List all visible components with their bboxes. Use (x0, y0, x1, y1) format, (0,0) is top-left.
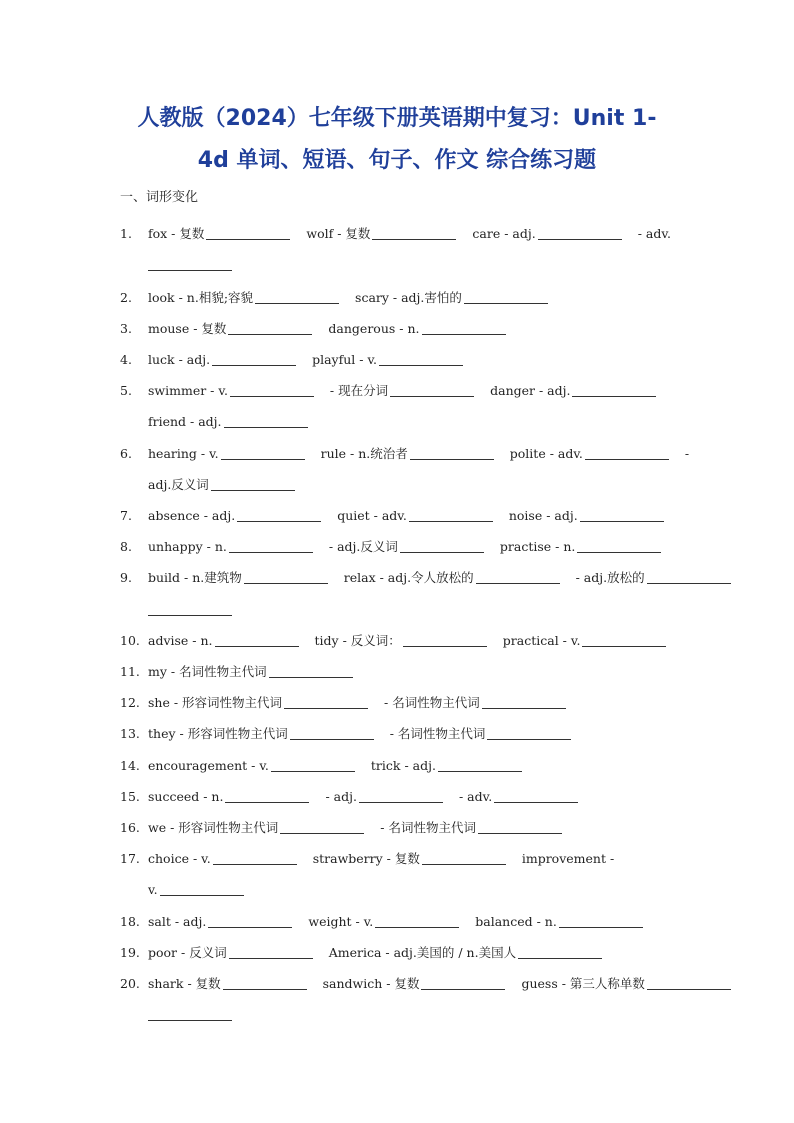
prompt-text: rule - n.统治者 (320, 446, 408, 461)
answer-blank[interactable] (160, 882, 244, 896)
answer-blank[interactable] (148, 257, 232, 271)
answer-blank[interactable] (559, 914, 643, 928)
item-number: 12. (120, 695, 140, 710)
item-prompt (323, 975, 508, 993)
prompt-text: v. (148, 882, 158, 897)
prompt-text: luck - adj. (148, 352, 211, 367)
answer-blank[interactable] (229, 945, 313, 959)
answer-blank[interactable] (208, 914, 292, 928)
item-prompt (312, 351, 465, 369)
answer-blank[interactable] (390, 383, 474, 397)
answer-blank[interactable] (379, 352, 463, 366)
answer-blank[interactable] (582, 633, 666, 647)
item-body (148, 632, 676, 650)
prompt-text: tidy - 反义词： (314, 633, 401, 648)
answer-blank[interactable] (284, 695, 368, 709)
item-prompt (148, 351, 298, 369)
item-prompt (325, 788, 445, 806)
prompt-text: dangerous - n. (328, 321, 420, 336)
item-prompt (148, 663, 355, 681)
page-title-line-2: 4d 单词、短语、句子、作文 综合练习题 (197, 148, 597, 173)
item-body (148, 850, 676, 868)
prompt-text: advise - n. (148, 633, 213, 648)
prompt-text: she - 形容词性物主代词 (148, 695, 283, 710)
item-body (148, 445, 690, 463)
answer-blank[interactable] (403, 633, 487, 647)
item-body (148, 944, 676, 962)
item-prompt (306, 225, 458, 243)
item-prompt (148, 320, 314, 338)
answer-blank[interactable] (476, 570, 560, 584)
answer-blank[interactable] (422, 321, 506, 335)
answer-blank[interactable] (211, 477, 295, 491)
prompt-text: polite - adv. (509, 446, 583, 461)
item-prompt (148, 632, 301, 650)
item-prompt (148, 694, 370, 712)
item-prompt (308, 913, 461, 931)
item-prompt (330, 382, 476, 400)
item-number: 10. (120, 633, 140, 648)
item-body (148, 819, 676, 837)
item-prompt (148, 975, 309, 993)
page-title-line-1: 人教版（2024）七年级下册英语期中复习：Unit 1- (137, 106, 657, 131)
answer-blank[interactable] (215, 633, 299, 647)
prompt-text: scary - adj.害怕的 (355, 290, 462, 305)
answer-blank[interactable] (237, 508, 321, 522)
item-prompt (475, 913, 645, 931)
prompt-text: practise - n. (499, 539, 576, 554)
item-prompt (390, 725, 574, 743)
prompt-text: build - n.建筑物 (148, 570, 242, 585)
item-prompt (148, 850, 299, 868)
item-body (148, 913, 676, 931)
item-prompt (148, 445, 307, 463)
prompt-text: poor - 反义词 (148, 945, 227, 960)
item-number: 20. (120, 976, 140, 991)
prompt-text: - adv. (637, 226, 671, 241)
item-body (148, 788, 676, 806)
item-body (148, 382, 676, 400)
prompt-text: mouse - 复数 (148, 321, 227, 336)
prompt-text: we - 形容词性物主代词 (148, 820, 279, 835)
answer-blank[interactable] (518, 945, 602, 959)
answer-blank[interactable] (224, 414, 308, 428)
item-prompt (638, 225, 671, 243)
item-prompt (329, 538, 486, 556)
answer-blank[interactable] (230, 383, 314, 397)
item-number: 19. (120, 945, 140, 960)
answer-blank[interactable] (269, 664, 353, 678)
prompt-text: strawberry - 复数 (312, 851, 420, 866)
prompt-text: - adj. (325, 789, 357, 804)
prompt-text: sandwich - 复数 (322, 976, 420, 991)
prompt-text: quiet - adv. (337, 508, 407, 523)
item-prompt (510, 445, 671, 463)
prompt-text: succeed - n. (148, 789, 224, 804)
item-prompt (148, 944, 315, 962)
item-number: 9. (120, 570, 132, 585)
answer-blank[interactable] (223, 976, 307, 990)
item-body (148, 320, 676, 338)
item-prompt (148, 757, 357, 775)
answer-blank[interactable] (221, 446, 305, 460)
prompt-text: - adj.放松的 (575, 570, 645, 585)
item-number: 6. (120, 446, 132, 461)
item-body (148, 225, 676, 243)
item-number: 1. (120, 226, 132, 241)
item-continuation (148, 413, 310, 431)
answer-blank[interactable] (372, 226, 456, 240)
item-prompt (576, 569, 733, 587)
item-prompt (371, 757, 524, 775)
answer-blank[interactable] (647, 570, 731, 584)
answer-blank[interactable] (280, 820, 364, 834)
item-body (148, 663, 676, 681)
prompt-text: balanced - n. (475, 914, 557, 929)
item-prompt (148, 538, 315, 556)
item-continuation (148, 256, 234, 274)
item-prompt (500, 538, 663, 556)
answer-blank[interactable] (464, 290, 548, 304)
answer-blank[interactable] (271, 758, 355, 772)
answer-blank[interactable] (482, 695, 566, 709)
item-prompt (472, 225, 623, 243)
item-number: 14. (120, 758, 140, 773)
answer-blank[interactable] (410, 446, 494, 460)
prompt-text: swimmer - v. (148, 383, 228, 398)
item-continuation (148, 1006, 234, 1024)
prompt-text: shark - 复数 (148, 976, 221, 991)
item-body (148, 725, 676, 743)
prompt-text: trick - adj. (370, 758, 436, 773)
item-prompt (328, 320, 507, 338)
answer-blank[interactable] (213, 851, 297, 865)
answer-blank[interactable] (229, 539, 313, 553)
item-number: 2. (120, 290, 132, 305)
prompt-text: - 名词性物主代词 (384, 695, 480, 710)
item-prompt (148, 507, 323, 525)
prompt-text: absence - adj. (148, 508, 236, 523)
item-body (148, 757, 676, 775)
answer-blank[interactable] (577, 539, 661, 553)
prompt-text: look - n.相貌;容貌 (148, 290, 254, 305)
answer-blank[interactable] (409, 508, 493, 522)
item-prompt (490, 382, 658, 400)
prompt-text: - adv. (458, 789, 493, 804)
item-number: 4. (120, 352, 132, 367)
answer-blank[interactable] (255, 290, 339, 304)
prompt-text: hearing - v. (148, 446, 219, 461)
item-prompt (321, 445, 496, 463)
answer-blank[interactable] (580, 508, 664, 522)
prompt-text: care - adj. (472, 226, 536, 241)
item-prompt (313, 850, 508, 868)
item-number: 11. (120, 664, 140, 679)
prompt-text: guess - 第三人称单数 (521, 976, 645, 991)
prompt-text: choice - v. (148, 851, 211, 866)
item-prompt (685, 445, 689, 463)
item-number: 16. (120, 820, 140, 835)
item-prompt (148, 913, 294, 931)
item-continuation (148, 601, 234, 619)
answer-blank[interactable] (148, 1007, 232, 1021)
answer-blank[interactable] (212, 352, 296, 366)
item-prompt (148, 725, 376, 743)
item-body (148, 975, 676, 993)
item-prompt (522, 850, 614, 868)
item-body (148, 569, 676, 587)
prompt-text: - (684, 446, 690, 461)
item-prompt (459, 788, 580, 806)
answer-blank[interactable] (225, 789, 309, 803)
item-number: 8. (120, 539, 132, 554)
answer-blank[interactable] (421, 976, 505, 990)
item-prompt (148, 819, 366, 837)
item-number: 15. (120, 789, 140, 804)
prompt-text: salt - adj. (148, 914, 207, 929)
answer-blank[interactable] (572, 383, 656, 397)
item-prompt (384, 694, 568, 712)
prompt-text: unhappy - n. (148, 539, 227, 554)
item-prompt (509, 507, 666, 525)
item-prompt (148, 382, 316, 400)
answer-blank[interactable] (244, 570, 328, 584)
prompt-text: America - adj.美国的 / n.美国人 (328, 945, 517, 960)
answer-blank[interactable] (422, 851, 506, 865)
item-prompt (521, 975, 732, 993)
item-number: 3. (120, 321, 132, 336)
answer-blank[interactable] (478, 820, 562, 834)
answer-blank[interactable] (647, 976, 731, 990)
prompt-text: danger - adj. (490, 383, 571, 398)
item-prompt (344, 569, 562, 587)
item-body (148, 351, 676, 369)
prompt-text: improvement - (521, 851, 615, 866)
prompt-text: encouragement - v. (148, 758, 269, 773)
item-prompt (337, 507, 495, 525)
answer-blank[interactable] (206, 226, 290, 240)
item-prompt (329, 944, 604, 962)
prompt-text: fox - 复数 (148, 226, 205, 241)
answer-blank[interactable] (438, 758, 522, 772)
item-number: 5. (120, 383, 132, 398)
prompt-text: - 现在分词 (329, 383, 389, 398)
item-prompt (503, 632, 669, 650)
item-number: 18. (120, 914, 140, 929)
item-number: 13. (120, 726, 140, 741)
prompt-text: wolf - 复数 (306, 226, 371, 241)
prompt-text: they - 形容词性物主代词 (148, 726, 288, 741)
item-continuation (148, 476, 297, 494)
item-prompt (380, 819, 564, 837)
section-heading: 一、词形变化 (120, 190, 199, 205)
prompt-text: noise - adj. (508, 508, 578, 523)
item-body (148, 507, 676, 525)
answer-blank[interactable] (487, 726, 571, 740)
answer-blank[interactable] (538, 226, 622, 240)
item-prompt (148, 289, 341, 307)
item-prompt (148, 569, 330, 587)
answer-blank[interactable] (400, 539, 484, 553)
item-prompt (148, 225, 292, 243)
answer-blank[interactable] (359, 789, 443, 803)
item-prompt (355, 289, 550, 307)
prompt-text: - 名词性物主代词 (380, 820, 476, 835)
item-prompt (315, 632, 489, 650)
answer-blank[interactable] (375, 914, 459, 928)
answer-blank[interactable] (228, 321, 312, 335)
prompt-text: - 名词性物主代词 (389, 726, 486, 741)
prompt-text: practical - v. (502, 633, 581, 648)
prompt-text: - adj.反义词 (328, 539, 398, 554)
prompt-text: relax - adj.令人放松的 (343, 570, 474, 585)
item-number: 17. (120, 851, 140, 866)
item-number: 7. (120, 508, 132, 523)
prompt-text: adj.反义词 (148, 477, 209, 492)
item-body (148, 289, 676, 307)
item-continuation (148, 881, 246, 899)
prompt-text: my - 名词性物主代词 (148, 664, 267, 679)
item-body (148, 538, 676, 556)
prompt-text: friend - adj. (148, 414, 222, 429)
item-body (148, 694, 676, 712)
answer-blank[interactable] (494, 789, 578, 803)
prompt-text: playful - v. (312, 352, 378, 367)
prompt-text: weight - v. (308, 914, 374, 929)
answer-blank[interactable] (290, 726, 374, 740)
item-prompt (148, 788, 311, 806)
answer-blank[interactable] (148, 602, 232, 616)
answer-blank[interactable] (585, 446, 669, 460)
